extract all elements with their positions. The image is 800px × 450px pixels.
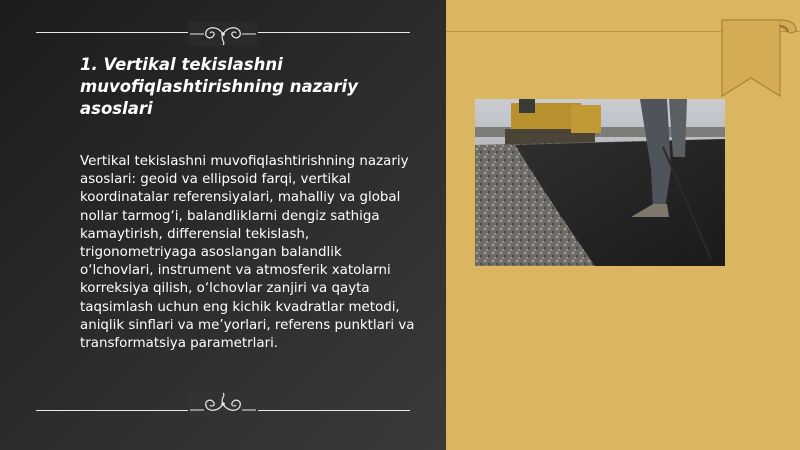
flourish-ornament-icon xyxy=(188,392,258,416)
slide-body-text: Vertikal tekislashni muvofiqlashtirishning nazariy asoslari: geoid va ellipsoid farqi, vertikal koordinatalar referensiyalari, mahalliy va global nollar tarmog‘i, balandliklarni dengiz sathiga kamaytirish, differensial tekislash, trigonometriyaga asoslangan balandlik o‘lchovlari, instrument va atmosferik xatolarni korreksiya qilish, o‘lchovlar zanjiri va qayta taqsimlash uchun eng kichik kvadratlar metodi, aniqlik sinflari va me’yorlari, referens punktlari va transformatsiya parametrlari. xyxy=(80,154,415,352)
road-paving-photo xyxy=(475,99,725,266)
bookmark-ribbon-icon xyxy=(718,16,800,102)
slide-title: 1. Vertikal tekislashni muvofiqlashtirishning nazariy asoslari xyxy=(80,55,358,118)
flourish-ornament-icon xyxy=(188,22,258,46)
